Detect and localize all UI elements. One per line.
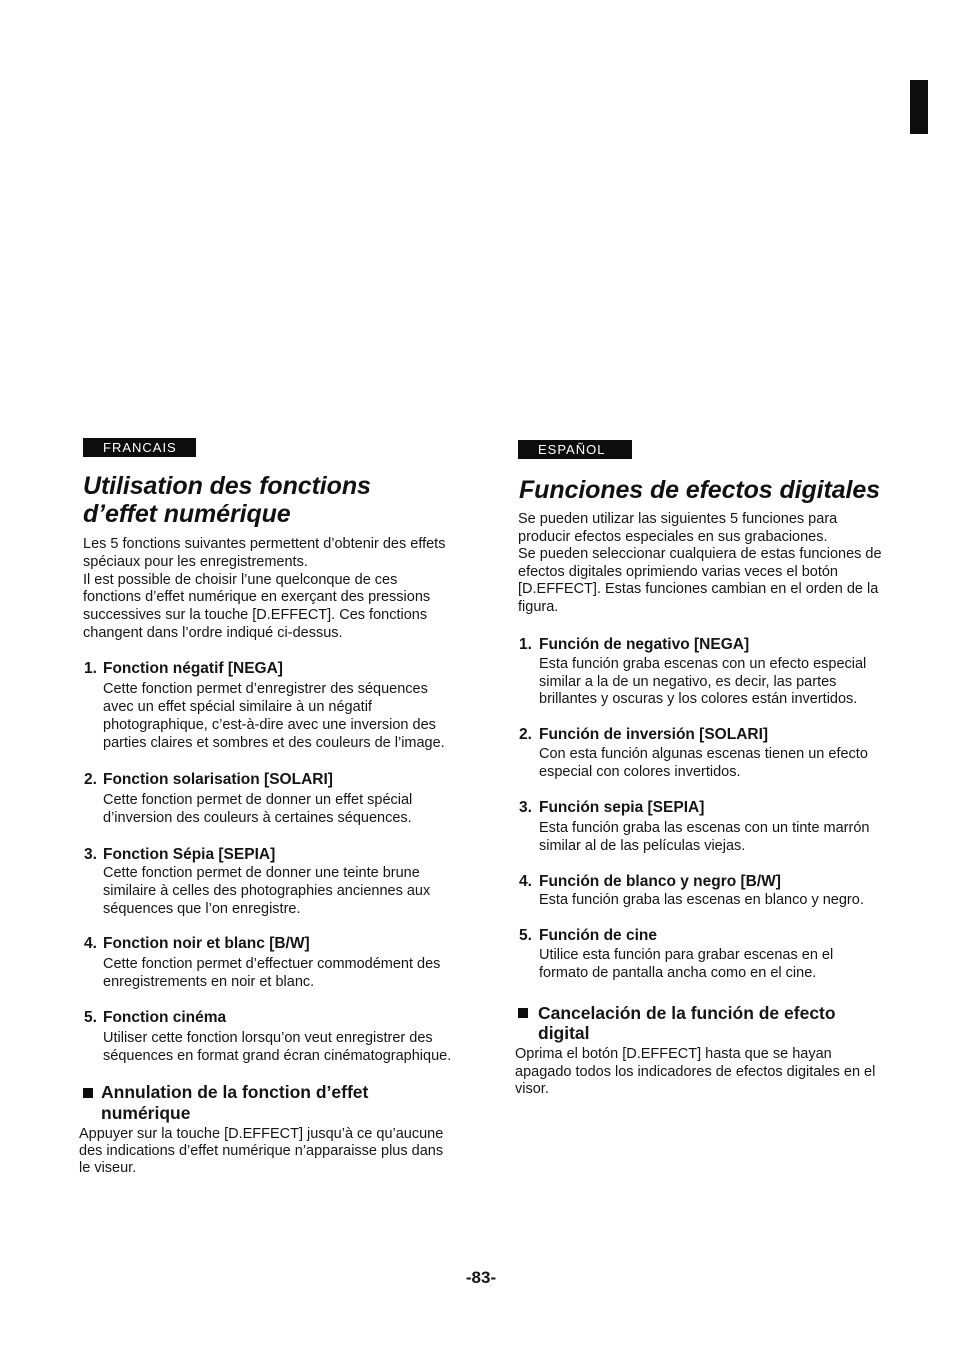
description-line: similaire à celles des photographies anciennes aux <box>103 883 431 899</box>
description-line: séquences que l’on enregistre. <box>103 901 301 917</box>
title-line: d’effet numérique <box>83 500 291 528</box>
intro-line: Se pueden seleccionar cualquiera de estas funciones de <box>518 546 882 563</box>
intro-paragraph-french <box>83 536 445 643</box>
function-number: 3. <box>519 799 532 816</box>
function-heading-sepia-es <box>519 799 704 817</box>
description-line: Utilice esta función para grabar escenas en el <box>539 947 834 963</box>
intro-line: Les 5 fonctions suivantes permettent d’obtenir des effets <box>83 536 446 552</box>
function-description-bw-fr <box>103 955 440 991</box>
description-line: similar al de las películas viejas. <box>539 837 746 854</box>
function-title: Fonction Sépia [SEPIA] <box>103 846 276 863</box>
function-heading-solari-fr <box>84 771 333 789</box>
function-number: 5. <box>519 927 532 944</box>
function-number: 1. <box>84 660 97 677</box>
description-line: des indications d’effet numérique n’apparaisse plus dans <box>79 1143 444 1159</box>
description-line: avec un effet spécial similaire à un négatif <box>103 699 372 715</box>
function-title: Función de cine <box>539 927 657 944</box>
description-line: visor. <box>515 1081 549 1097</box>
function-number: 4. <box>84 935 97 952</box>
description-line: Con esta función algunas escenas tienen un efecto <box>539 746 868 762</box>
intro-line: changent dans l’ordre indiqué ci-dessus. <box>83 624 343 641</box>
description-line: brillantes y oscuras y los colores están invertidos. <box>539 691 858 707</box>
description-line: Cette fonction permet d’effectuer commodément des <box>103 956 441 972</box>
description-line: formato de pantalla ancha como en el cine. <box>539 964 817 981</box>
function-number: 1. <box>519 636 532 653</box>
function-heading-solari-es <box>519 726 768 744</box>
cancel-description-fr <box>79 1126 443 1177</box>
function-heading-sepia-fr <box>84 846 275 864</box>
function-title: Función de negativo [NEGA] <box>539 636 750 653</box>
description-line: Cette fonction permet de donner un effet spécial <box>103 792 413 808</box>
function-description-cinema-fr <box>103 1029 451 1065</box>
language-tab-label: ESPAÑOL <box>538 442 606 457</box>
function-number: 3. <box>84 846 97 863</box>
function-description-solari-fr <box>103 791 412 827</box>
intro-line: fonctions d’effet numérique en exerçant des pressions <box>83 589 431 606</box>
function-heading-nega-fr <box>84 660 283 678</box>
cancel-heading-es <box>538 1003 836 1043</box>
description-line: parties claires et sombres et des couleurs de l’image. <box>103 735 445 751</box>
description-line: Cette fonction permet d’enregistrer des séquences <box>103 681 428 697</box>
heading-line: numérique <box>101 1103 191 1123</box>
heading-line: digital <box>538 1023 590 1043</box>
description-line: le viseur. <box>79 1160 137 1176</box>
description-line: Utiliser cette fonction lorsqu’on veut enregistrer des <box>103 1030 433 1046</box>
function-title: Fonction noir et blanc [B/W] <box>103 935 310 952</box>
description-line: Esta función graba las escenas en blanco y negro. <box>539 892 864 908</box>
language-tab-label: FRANCAIS <box>103 440 177 455</box>
language-tab-french <box>83 438 196 457</box>
language-tab-spanish <box>518 440 632 459</box>
function-heading-bw-fr <box>84 935 310 953</box>
function-number: 2. <box>519 726 532 743</box>
intro-paragraph-spanish <box>518 511 882 617</box>
description-line: Esta función graba escenas con un efecto especial <box>539 656 867 672</box>
function-title: Función de inversión [SOLARI] <box>539 726 769 743</box>
description-line: Esta función graba las escenas con un tinte marrón <box>539 820 870 836</box>
function-heading-nega-es <box>519 636 749 654</box>
function-description-sepia-es <box>539 820 869 855</box>
function-description-bw-es <box>539 892 864 910</box>
description-line: especial con colores invertidos. <box>539 763 741 780</box>
intro-line: successives sur la touche [D.EFFECT]. Ces fonctions <box>83 607 428 624</box>
function-title: Fonction négatif [NEGA] <box>103 660 283 677</box>
description-line: photographique, c’est-à-dire avec une inversion des <box>103 717 436 733</box>
function-description-cine-es <box>539 947 833 982</box>
description-line: séquences en format grand écran cinématographique. <box>103 1048 452 1064</box>
function-number: 2. <box>84 771 97 788</box>
function-title: Fonction cinéma <box>103 1009 227 1026</box>
function-description-nega-es <box>539 656 866 709</box>
intro-line: [D.EFFECT]. Estas funciones cambian en el orden de la <box>518 581 879 598</box>
function-heading-cine-es <box>519 927 657 945</box>
cancel-description-es <box>515 1046 875 1099</box>
intro-line: efectos digitales oprimiendo varias veces el botón <box>518 563 838 580</box>
heading-line: Annulation de la fonction d’effet <box>101 1082 369 1102</box>
description-line: d’inversion des couleurs à certaines séquences. <box>103 810 412 826</box>
intro-line: spéciaux pour les enregistrements. <box>83 553 308 570</box>
page-edge-marker <box>910 80 928 134</box>
description-line: apagado todos los indicadores de efectos digitales en el <box>515 1063 876 1080</box>
square-bullet-icon <box>518 1008 528 1018</box>
cancel-heading-fr <box>101 1082 368 1124</box>
description-line: Appuyer sur la touche [D.EFFECT] jusqu’à ce qu’aucune <box>79 1126 444 1142</box>
description-line: Oprima el botón [D.EFFECT] hasta que se hayan <box>515 1046 832 1062</box>
intro-line: producir efectos especiales en sus grabaciones. <box>518 528 828 545</box>
title-line: Funciones de efectos digitales <box>519 476 880 504</box>
description-line: similar a la de un negativo, es decir, las partes <box>539 673 837 690</box>
intro-line: Il est possible de choisir l’une quelconque de ces <box>83 571 398 588</box>
page-number: -83- <box>465 1268 497 1287</box>
function-heading-cinema-fr <box>84 1009 226 1027</box>
section-title-spanish <box>519 476 880 504</box>
function-number: 5. <box>84 1009 97 1026</box>
function-heading-bw-es <box>519 873 781 891</box>
function-title: Función sepia [SEPIA] <box>539 799 705 816</box>
intro-line: Se pueden utilizar las siguientes 5 funciones para <box>518 511 838 527</box>
function-number: 4. <box>519 873 532 890</box>
title-line: Utilisation des fonctions <box>83 472 371 500</box>
function-title: Función de blanco y negro [B/W] <box>539 873 781 890</box>
function-title: Fonction solarisation [SOLARI] <box>103 771 333 788</box>
intro-line: figura. <box>518 598 559 615</box>
heading-line: Cancelación de la función de efecto <box>538 1003 836 1023</box>
function-description-nega-fr <box>103 680 445 752</box>
square-bullet-icon <box>83 1088 93 1098</box>
section-title-french <box>83 472 371 528</box>
description-line: Cette fonction permet de donner une teinte brune <box>103 865 420 881</box>
function-description-solari-es <box>539 746 868 781</box>
function-description-sepia-fr <box>103 864 430 918</box>
description-line: enregistrements en noir et blanc. <box>103 974 315 990</box>
